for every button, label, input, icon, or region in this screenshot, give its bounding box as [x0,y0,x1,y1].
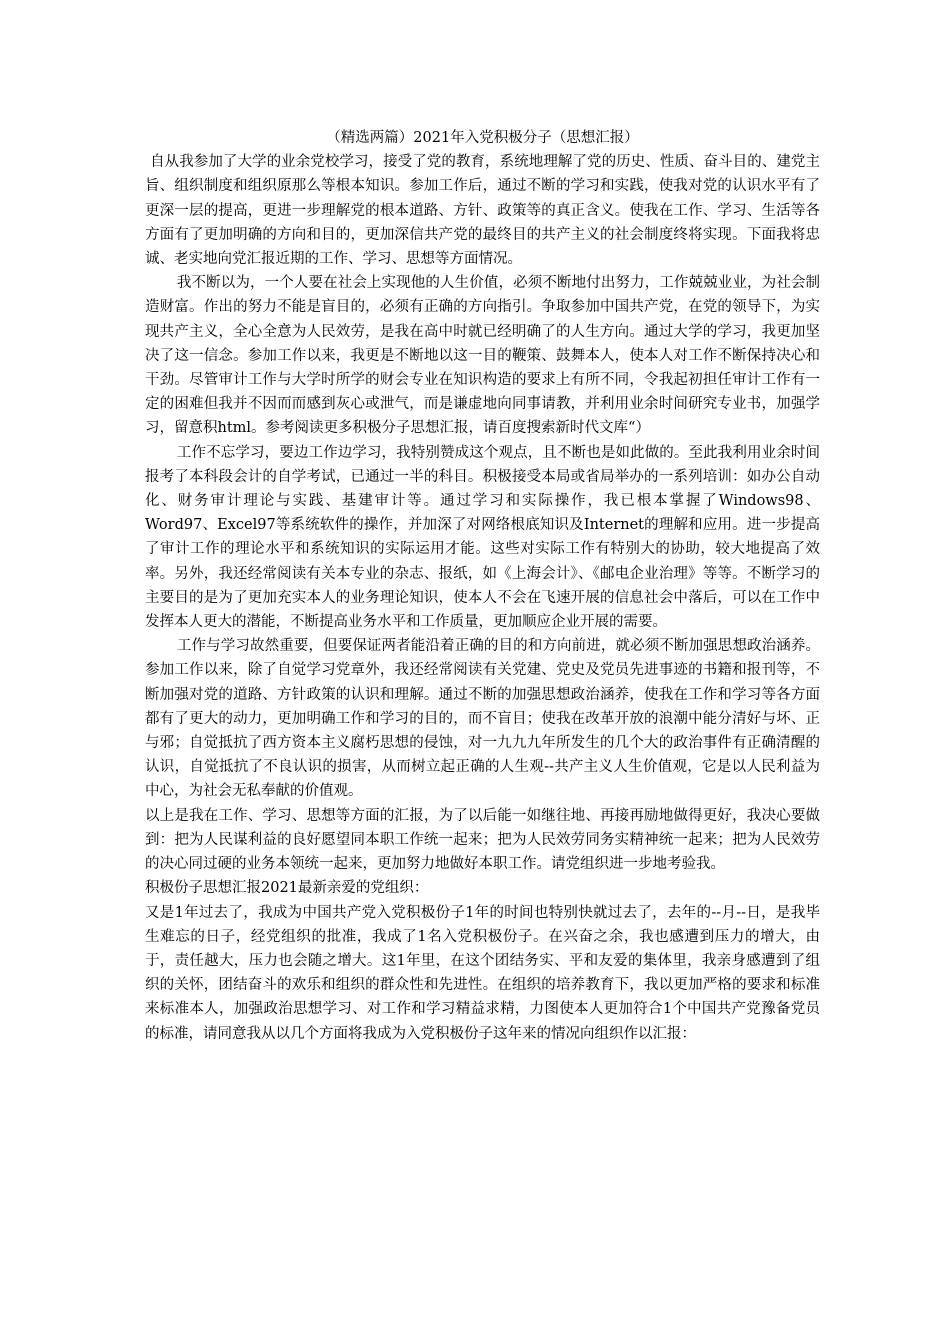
paragraph-3: 工作不忘学习，要边工作边学习，我特别赞成这个观点，且不断也是如此做的。至此我利用业余时间报考了本科段会计的自学考试，已通过一半的科目。积极接受本局或省局举办的一系列培训：如办公自动化、财务审计理论与实践、基建审计等。通过学习和实际操作，我已根本掌握了Windows98、Word97、Excel97等系统软件的操作，并加深了对网络根底知识及Internet的理解和应用。进一步提高了审计工作的理论水平和系统知识的实际运用才能。这些对实际工作有特别大的协助，较大地提高了效率。另外，我还经常阅读有关本专业的杂志、报纸，如《上海会计》、《邮电企业治理》等等。不断学习的主要目的是为了更加充实本人的业务理论知识，使本人不会在飞速开展的信息社会中落后，可以在工作中发挥本人更大的潜能，不断提高业务水平和工作质量，更加顺应企业开展的需要。 [145,444,820,631]
paragraph-1: 自从我参加了大学的业余党校学习，接受了党的教育，系统地理解了党的历史、性质、奋斗目的、建党主旨、组织制度和组织原那么等根本知识。参加工作后，通过不断的学习和实践，使我对党的认识水平有了更深一层的提高，更进一步理解党的根本道路、方针、政策等的真正含义。使我在工作、学习、生活等各方面有了更加明确的方向和目的，更加深信共产党的最终目的共产主义的社会制度终将实现。下面我将忠诚、老实地向党汇报近期的工作、学习、思想等方面情况。 [145,154,820,268]
paragraph-5: 以上是我在工作、学习、思想等方面的汇报，为了以后能一如继往地、再接再励地做得更好，我决心要做到：把为人民谋利益的良好愿望同本职工作统一起来；把为人民效劳同务实精神统一起来；把为人民效劳的决心同过硬的业务本领统一起来，更加努力地做好本职工作。请党组织进一步地考验我。 [145,807,820,873]
paragraph-6-heading: 积极份子思想汇报2021最新亲爱的党组织： [145,880,429,897]
document-body [145,126,820,1046]
document-title: （精选两篇）2021年入党积极分子（思想汇报） [326,130,639,146]
paragraph-7: 又是1年过去了，我成为中国共产党入党积极份子1年的时间也特别快就过去了，去年的--月--日，是我毕生难忘的日子，经党组织的批准，我成了1名入党积极份子。在兴奋之余，我也感遭到压力的增大，由于，责任越大，压力也会随之增大。这1年里，在这个团结务实、平和友爱的集体里，我亲身感遭到了组织的关怀，团结奋斗的欢乐和组织的群众性和先进性。在组织的培养教育下，我以更加严格的要求和标准来标准本人，加强政治思想学习、对工作和学习精益求精，力图使本人更加符合1个中国共产党豫备党员的标准，请同意我从以几个方面将我成为入党积极份子这年来的情况向组织作以汇报： [145,904,820,1042]
paragraph-4: 工作与学习故然重要，但要保证两者能沿着正确的目的和方向前进，就必须不断加强思想政治涵养。参加工作以来，除了自觉学习党章外，我还经常阅读有关党建、党史及党员先进事迹的书籍和报刊等，不断加强对党的道路、方针政策的认识和理解。通过不断的加强思想政治涵养，使我在工作和学习等各方面都有了更大的动力，更加明确工作和学习的目的，而不盲目；使我在改革开放的浪潮中能分清好与坏、正与邪；自觉抵抗了西方资本主义腐朽思想的侵蚀，对一九九九年所发生的几个大的政治事件有正确清醒的认识，自觉抵抗了不良认识的损害，从而树立起正确的人生观--共产主义人生价值观，它是以人民利益为中心，为社会无私奉献的价值观。 [145,638,820,800]
paragraph-2: 我不断以为，一个人要在社会上实现他的人生价值，必须不断地付出努力，工作兢兢业业，为社会制造财富。作出的努力不能是盲目的，必须有正确的方向指引。争取参加中国共产党，在党的领导下，为实现共产主义，全心全意为人民效劳，是我在高中时就已经明确了的人生方向。通过大学的学习，我更加坚决了这一信念。参加工作以来，我更是不断地以这一目的鞭策、鼓舞本人，使本人对工作不断保持决心和干劲。尽管审计工作与大学时所学的财会专业在知识构造的要求上有所不同，令我起初担任审计工作有一定的困难但我并不因而而感到灰心或泄气，而是谦虚地向同事请教，并利用业余时间研究专业书，加强学习，留意积html。参考阅读更多积极分子思想汇报，请百度搜索新时代文库“） [145,275,820,437]
